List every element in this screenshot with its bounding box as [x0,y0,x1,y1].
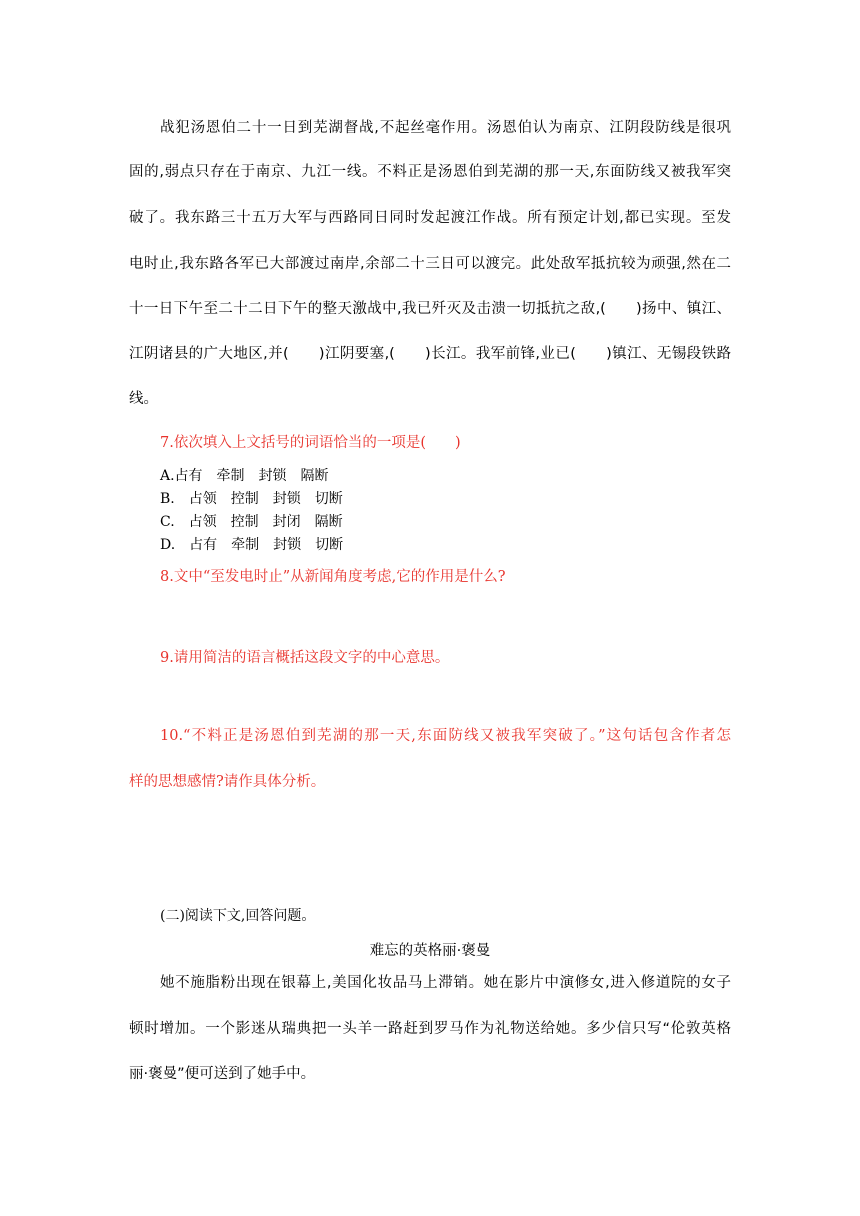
question-7-stem: 7.依次填入上文括号的词语恰当的一项是( ) [160,435,461,451]
question-7-option-a: A.占有 牵制 封锁 隔断 [160,468,329,484]
passage-line-7: 线。 [129,391,158,407]
question-10-line-1: 10.“不料正是汤恩伯到芜湖的那一天,东面防线又被我军突破了。”这句话包含作者怎 [160,728,731,744]
passage-line-4: 电时止,我东路各军已大部渡过南岸,余部二十三日可以渡完。此处敌军抵抗较为顽强,然在二 [129,256,731,272]
passage-line-1: 战犯汤恩伯二十一日到芜湖督战,不起丝毫作用。汤恩伯认为南京、江阴段防线是很巩 [160,120,731,136]
passage-line-6: 江阴诸县的广大地区,并( )江阴要塞,( )长江。我军前锋,业已( )镇江、无锡段铁路 [129,346,731,362]
article-title: 难忘的英格丽·褒曼 [369,943,491,959]
article-line-2: 顿时增加。一个影迷从瑞典把一头羊一路赶到罗马作为礼物送给她。多少信只写“伦敦英格 [129,1021,731,1037]
passage-line-2: 固的,弱点只存在于南京、九江一线。不料正是汤恩伯到芜湖的那一天,东面防线又被我军突 [129,164,731,180]
question-9-stem: 9.请用简洁的语言概括这段文字的中心意思。 [160,650,450,666]
question-8-stem: 8.文中“至发电时止”从新闻角度考虑,它的作用是什么? [160,569,506,585]
question-10-line-2: 样的思想感情?请作具体分析。 [129,774,326,790]
article-line-1: 她不施脂粉出现在银幕上,美国化妆品马上滞销。她在影片中演修女,进入修道院的女子 [160,975,731,991]
passage-line-5: 十一日下午至二十二日下午的整天激战中,我已歼灭及击溃一切抵抗之敌,( )扬中、镇江、 [129,301,731,317]
question-7-option-b: B. 占领 控制 封锁 切断 [160,491,343,507]
article-line-3: 丽·褒曼”便可送到了她手中。 [129,1066,316,1082]
question-7-option-d: D. 占有 牵制 封锁 切断 [160,537,344,553]
passage-line-3: 破了。我东路三十五万大军与西路同日同时发起渡江作战。所有预定计划,都已实现。至发 [129,210,731,226]
section-2-heading: (二)阅读下文,回答问题。 [160,908,316,924]
question-7-option-c: C. 占领 控制 封闭 隔断 [160,514,343,530]
